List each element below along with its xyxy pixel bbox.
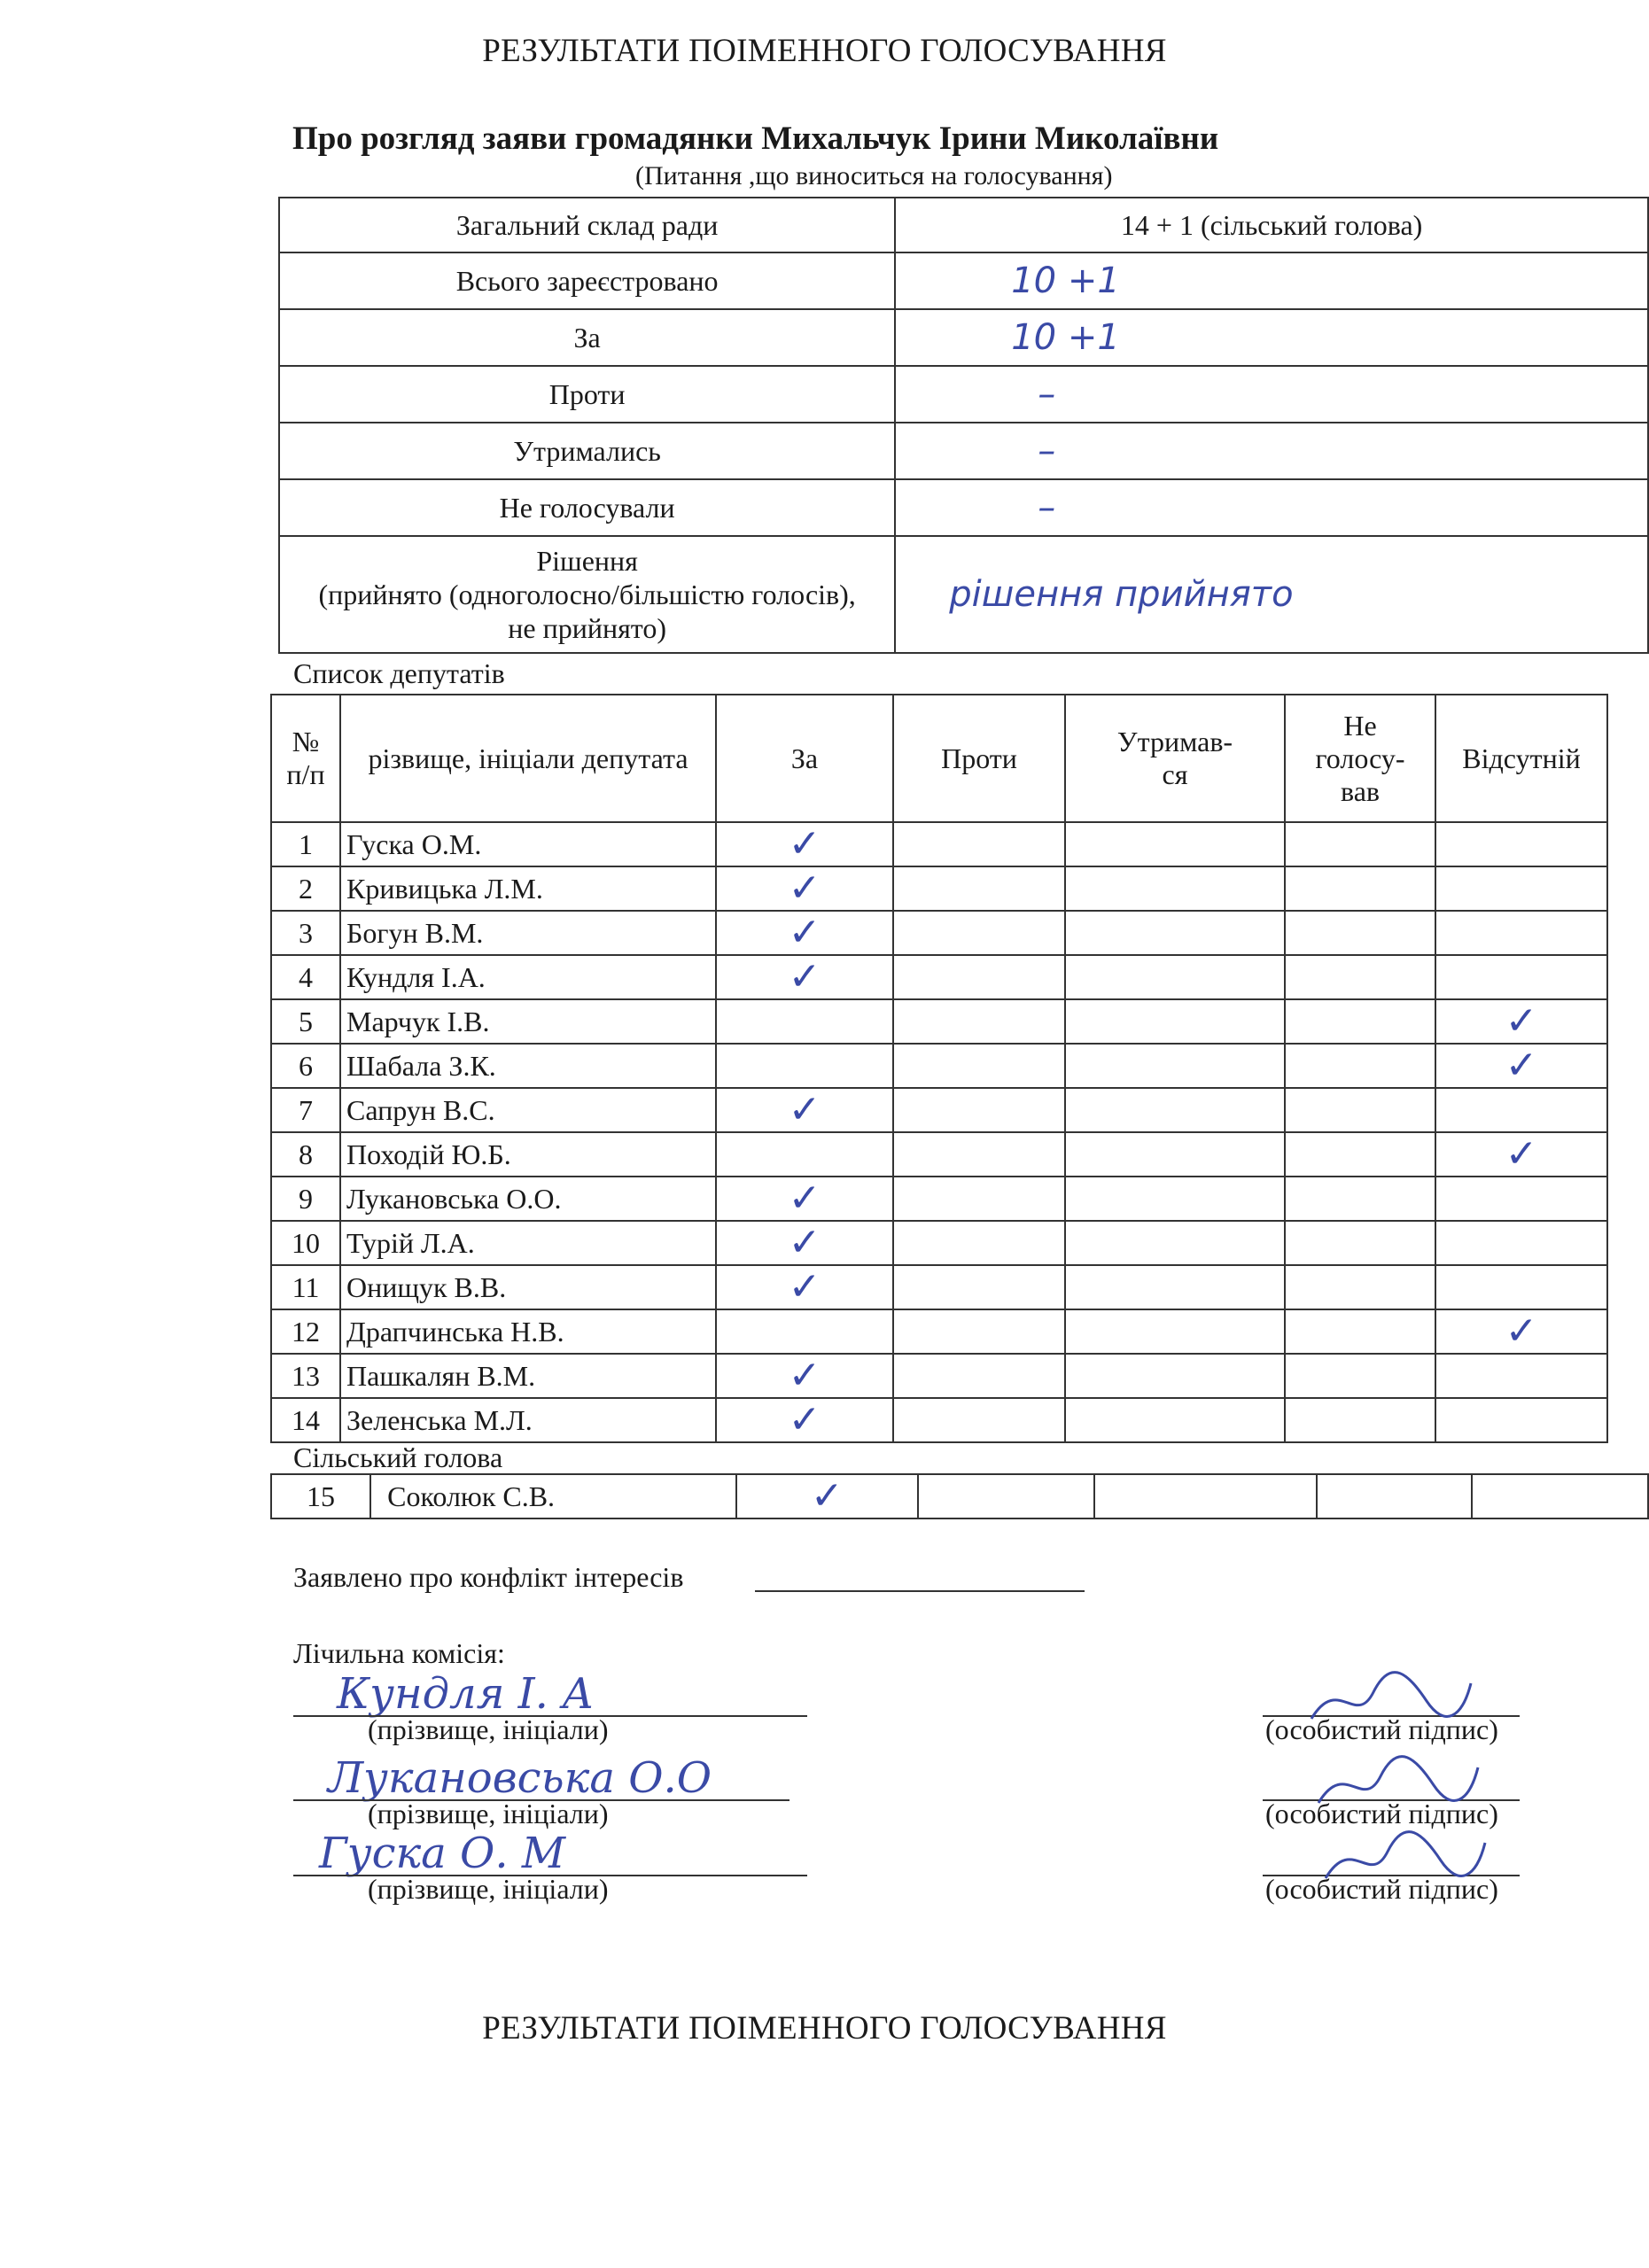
vote-cell-abstain: [1065, 866, 1285, 911]
page-title: РЕЗУЛЬТАТИ ПОІМЕННОГО ГОЛОСУВАННЯ: [482, 33, 1167, 69]
vote-cell-not-voted: [1285, 866, 1435, 911]
deputy-number: 9: [271, 1177, 340, 1221]
deputy-name: Зеленська М.Л.: [340, 1398, 716, 1442]
vote-cell-abstain: [1065, 1044, 1285, 1088]
table-row: [271, 1044, 1607, 1088]
vote-cell-for: [716, 955, 893, 999]
vote-cell-for: [716, 1309, 893, 1354]
col-against: Проти: [893, 695, 1065, 822]
summary-row: [279, 309, 1648, 366]
head-number: 15: [271, 1474, 370, 1518]
table-row: [271, 1132, 1607, 1177]
table-row: [271, 1088, 1607, 1132]
deputy-name: Драпчинська Н.В.: [340, 1309, 716, 1354]
deputy-number: 8: [271, 1132, 340, 1177]
deputies-table: [270, 694, 1608, 1443]
vote-cell-absent: [1435, 1132, 1607, 1177]
conflict-label: Заявлено про конфлікт інтересів: [293, 1561, 684, 1593]
summary-label: Не голосували: [279, 479, 895, 536]
vote-cell-absent: [1435, 866, 1607, 911]
commission-member-name: Гуска О. М: [319, 1829, 566, 1878]
vote-cell-abstain: [1065, 1398, 1285, 1442]
vote-cell-against: [918, 1474, 1094, 1518]
summary-table: [278, 197, 1649, 654]
vote-cell-abstain: [1065, 1265, 1285, 1309]
col-name: різвище, ініціали депутата: [340, 695, 716, 822]
col-not-voted: Не голосу- вав: [1285, 695, 1435, 822]
deputy-number: 3: [271, 911, 340, 955]
col-for: За: [716, 695, 893, 822]
check-mark-icon: ✓: [788, 1176, 821, 1221]
vote-cell-absent: [1435, 1177, 1607, 1221]
vote-cell-abstain: [1065, 955, 1285, 999]
deputy-name: Онищук В.В.: [340, 1265, 716, 1309]
vote-cell-absent: [1435, 911, 1607, 955]
vote-cell-against: [893, 911, 1065, 955]
deputy-name: Марчук І.В.: [340, 999, 716, 1044]
vote-cell-for: [716, 1221, 893, 1265]
check-mark-icon: ✓: [1505, 1131, 1538, 1177]
vote-cell-not-voted: [1285, 1354, 1435, 1398]
vote-cell-abstain: [1065, 1354, 1285, 1398]
check-mark-icon: ✓: [1505, 998, 1538, 1044]
table-row: [271, 1265, 1607, 1309]
check-mark-icon: ✓: [788, 1220, 821, 1265]
summary-row: [279, 198, 1648, 252]
deputy-number: 14: [271, 1398, 340, 1442]
vote-cell-not-voted: [1285, 1221, 1435, 1265]
commission-member-name: Кундля І. А: [337, 1669, 595, 1719]
deputy-number: 12: [271, 1309, 340, 1354]
next-page-title: РЕЗУЛЬТАТИ ПОІМЕННОГО ГОЛОСУВАННЯ: [482, 2010, 1167, 2047]
check-mark-icon: ✓: [1505, 1043, 1538, 1088]
vote-cell-not-voted: [1285, 955, 1435, 999]
deputy-name: Пашкалян В.М.: [340, 1354, 716, 1398]
col-abstain: Утримав- ся: [1065, 695, 1285, 822]
summary-value: 10 +1: [895, 252, 1648, 309]
table-row: [271, 1474, 1648, 1518]
col-num: № п/п: [271, 695, 340, 822]
head-table: [270, 1473, 1649, 1519]
vote-cell-not-voted: [1285, 1398, 1435, 1442]
vote-cell-absent: [1435, 1221, 1607, 1265]
vote-cell-not-voted: [1317, 1474, 1472, 1518]
summary-label: За: [279, 309, 895, 366]
col-absent: Відсутній: [1435, 695, 1607, 822]
vote-cell-not-voted: [1285, 1177, 1435, 1221]
deputy-number: 5: [271, 999, 340, 1044]
summary-row: [279, 479, 1648, 536]
check-mark-icon: ✓: [788, 1353, 821, 1398]
summary-value: –: [895, 366, 1648, 423]
vote-cell-against: [893, 1044, 1065, 1088]
deputy-number: 11: [271, 1265, 340, 1309]
vote-cell-abstain: [1065, 1309, 1285, 1354]
vote-cell-not-voted: [1285, 1044, 1435, 1088]
check-mark-icon: ✓: [788, 1087, 821, 1132]
deputy-name: Богун В.М.: [340, 911, 716, 955]
name-hint: (прізвище, ініціали): [368, 1798, 609, 1829]
summary-value: 10 +1: [895, 309, 1648, 366]
summary-row: [279, 423, 1648, 479]
table-row: [271, 866, 1607, 911]
summary-row: [279, 366, 1648, 423]
summary-label: Загальний склад ради: [279, 198, 895, 252]
deputy-name: Сапрун В.С.: [340, 1088, 716, 1132]
deputy-name: Кундля І.А.: [340, 955, 716, 999]
vote-cell-absent: [1435, 822, 1607, 866]
vote-cell-abstain: [1094, 1474, 1317, 1518]
table-row: [271, 1398, 1607, 1442]
deputy-number: 7: [271, 1088, 340, 1132]
vote-cell-against: [893, 1221, 1065, 1265]
conflict-line: [755, 1590, 1085, 1592]
table-row: [271, 1177, 1607, 1221]
deputy-name: Лукановська О.О.: [340, 1177, 716, 1221]
vote-cell-absent: [1472, 1474, 1648, 1518]
summary-label: Утримались: [279, 423, 895, 479]
deputy-name: Походій Ю.Б.: [340, 1132, 716, 1177]
sign-hint: (особистий підпис): [1265, 1798, 1498, 1829]
check-mark-icon: ✓: [1505, 1309, 1538, 1354]
vote-cell-absent: [1435, 1044, 1607, 1088]
vote-cell-absent: [1435, 955, 1607, 999]
deputies-caption: Список депутатів: [293, 657, 505, 689]
vote-cell-abstain: [1065, 911, 1285, 955]
vote-cell-against: [893, 1398, 1065, 1442]
vote-cell-absent: [1435, 1354, 1607, 1398]
vote-cell-not-voted: [1285, 1309, 1435, 1354]
vote-cell-abstain: [1065, 1177, 1285, 1221]
head-name: Соколюк С.В.: [370, 1474, 735, 1518]
vote-cell-not-voted: [1285, 1265, 1435, 1309]
vote-cell-for: [716, 822, 893, 866]
summary-row: [279, 536, 1648, 653]
deputy-number: 6: [271, 1044, 340, 1088]
sign-hint: (особистий підпис): [1265, 1713, 1498, 1745]
vote-cell-against: [893, 1177, 1065, 1221]
summary-label: Проти: [279, 366, 895, 423]
table-row: [271, 822, 1607, 866]
vote-cell-not-voted: [1285, 911, 1435, 955]
sign-hint: (особистий підпис): [1265, 1873, 1498, 1905]
summary-row: [279, 252, 1648, 309]
vote-cell-absent: [1435, 1265, 1607, 1309]
agenda-subject: Про розгляд заяви громадянки Михальчук Ірини Миколаївни: [292, 120, 1219, 157]
table-row: [271, 911, 1607, 955]
name-hint: (прізвище, ініціали): [368, 1713, 609, 1745]
commission-label: Лічильна комісія:: [293, 1637, 505, 1669]
vote-cell-abstain: [1065, 1132, 1285, 1177]
deputy-number: 2: [271, 866, 340, 911]
vote-cell-abstain: [1065, 822, 1285, 866]
summary-value: –: [895, 423, 1648, 479]
name-hint: (прізвище, ініціали): [368, 1873, 609, 1905]
vote-cell-for: [716, 866, 893, 911]
vote-cell-absent: [1435, 999, 1607, 1044]
check-mark-icon: ✓: [788, 954, 821, 999]
agenda-note: (Питання ,що виноситься на голосування): [635, 161, 1113, 190]
check-mark-icon: ✓: [788, 1264, 821, 1309]
check-mark-icon: ✓: [788, 910, 821, 955]
table-row: [271, 1221, 1607, 1265]
deputy-number: 13: [271, 1354, 340, 1398]
vote-cell-against: [893, 999, 1065, 1044]
check-mark-icon: ✓: [788, 866, 821, 911]
vote-cell-for: [716, 911, 893, 955]
summary-label: Всього зареєстровано: [279, 252, 895, 309]
vote-cell-for: [736, 1474, 919, 1518]
table-row: [271, 999, 1607, 1044]
vote-cell-not-voted: [1285, 822, 1435, 866]
vote-cell-for: [716, 1088, 893, 1132]
vote-cell-for: [716, 1044, 893, 1088]
vote-cell-absent: [1435, 1088, 1607, 1132]
vote-cell-for: [716, 1265, 893, 1309]
check-mark-icon: ✓: [788, 821, 821, 866]
vote-cell-against: [893, 1309, 1065, 1354]
deputy-number: 1: [271, 822, 340, 866]
summary-label: Рішення (прийнято (одноголосно/більшістю голосів), не прийнято): [279, 536, 895, 653]
check-mark-icon: ✓: [788, 1397, 821, 1442]
deputy-name: Гуска О.М.: [340, 822, 716, 866]
check-mark-icon: ✓: [810, 1473, 844, 1518]
vote-cell-abstain: [1065, 999, 1285, 1044]
deputy-name: Кривицька Л.М.: [340, 866, 716, 911]
vote-cell-for: [716, 1398, 893, 1442]
deputy-number: 10: [271, 1221, 340, 1265]
vote-cell-for: [716, 1177, 893, 1221]
vote-cell-against: [893, 822, 1065, 866]
table-row: [271, 955, 1607, 999]
deputy-name: Шабала З.К.: [340, 1044, 716, 1088]
deputy-name: Турій Л.А.: [340, 1221, 716, 1265]
vote-cell-against: [893, 955, 1065, 999]
vote-cell-not-voted: [1285, 1088, 1435, 1132]
summary-value: –: [895, 479, 1648, 536]
table-row: [271, 1309, 1607, 1354]
vote-cell-abstain: [1065, 1221, 1285, 1265]
table-row: [271, 1354, 1607, 1398]
vote-cell-for: [716, 1132, 893, 1177]
vote-cell-against: [893, 1088, 1065, 1132]
vote-cell-for: [716, 999, 893, 1044]
vote-cell-against: [893, 1132, 1065, 1177]
vote-cell-abstain: [1065, 1088, 1285, 1132]
deputy-number: 4: [271, 955, 340, 999]
head-caption: Сільський голова: [293, 1441, 503, 1473]
commission-member-name: Лукановська О.О: [328, 1753, 712, 1803]
vote-cell-against: [893, 866, 1065, 911]
vote-cell-for: [716, 1354, 893, 1398]
vote-cell-against: [893, 1354, 1065, 1398]
vote-cell-not-voted: [1285, 999, 1435, 1044]
vote-cell-absent: [1435, 1398, 1607, 1442]
summary-value: 14 + 1 (сільський голова): [895, 198, 1648, 252]
vote-cell-absent: [1435, 1309, 1607, 1354]
summary-value: рішення прийнято: [895, 536, 1648, 653]
vote-cell-not-voted: [1285, 1132, 1435, 1177]
vote-cell-against: [893, 1265, 1065, 1309]
